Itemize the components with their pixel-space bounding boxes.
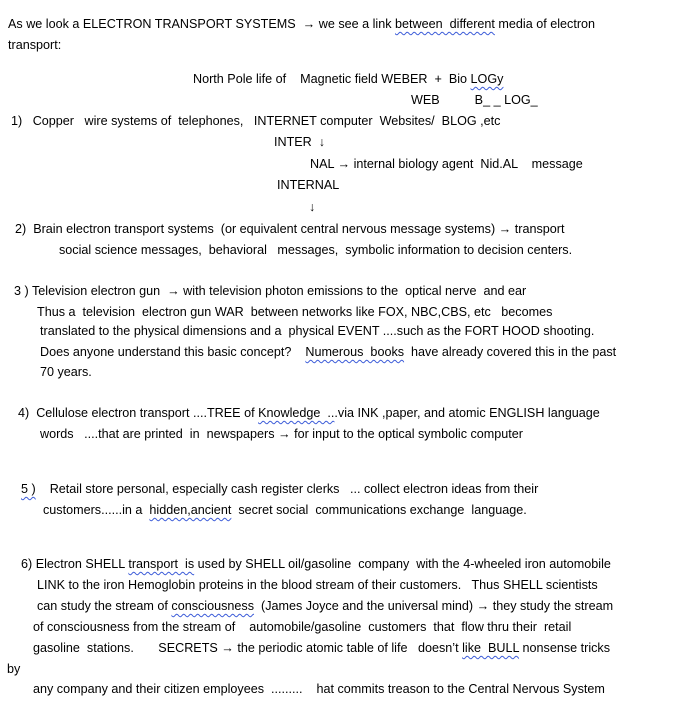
line-text: 70 years. xyxy=(40,365,92,379)
line-text: translated to the physical dimensions and a physical EVENT ....such as the FORT HOOD shooting. xyxy=(40,324,595,338)
spellcheck-text: Numerous books xyxy=(305,345,405,359)
text-line xyxy=(14,283,526,299)
line-text: 6) Electron SHELL xyxy=(21,557,129,571)
line-text: secret social communications exchange language. xyxy=(231,503,527,517)
line-text: 3 ) Television electron gun → with television photon emissions to the optical nerve and ear xyxy=(14,284,527,298)
line-text: 1) Copper wire systems of telephones, INTERNET computer Websites/ BLOG ,etc xyxy=(11,114,501,128)
line-text: gasoline stations. SECRETS → the periodic atomic table of life doesn’t xyxy=(33,641,463,655)
text-line xyxy=(40,344,616,360)
text-line xyxy=(59,242,572,258)
text-line xyxy=(40,364,92,380)
line-text: WEB B_ _ LOG_ xyxy=(411,93,538,107)
text-line xyxy=(15,221,564,237)
text-line xyxy=(21,556,611,572)
text-line xyxy=(8,16,595,32)
line-text: Thus a television electron gun WAR between networks like FOX, NBC,CBS, etc becomes xyxy=(37,305,553,319)
text-line xyxy=(11,113,500,129)
text-line xyxy=(37,598,613,614)
spellcheck-text: hidden,ancient xyxy=(149,503,232,517)
line-text: words ....that are printed in newspapers → for input to the optical symbolic computer xyxy=(40,427,523,441)
text-line xyxy=(40,323,594,339)
text-line xyxy=(7,661,20,677)
text-line xyxy=(309,199,315,215)
text-line xyxy=(18,405,600,421)
text-line xyxy=(37,304,552,320)
line-text: transport: xyxy=(8,38,62,52)
line-text: social science messages, behavioral messages, symbolic information to decision centers. xyxy=(59,243,573,257)
line-text: ↓ xyxy=(309,200,316,214)
line-text: As we look a ELECTRON TRANSPORT SYSTEMS → we see a link xyxy=(8,17,396,31)
text-line xyxy=(277,177,339,193)
spellcheck-text: consciousness xyxy=(171,599,255,613)
line-text: by xyxy=(7,662,21,676)
spellcheck-text: 5 ) xyxy=(21,482,36,496)
line-text: of consciousness from the stream of automobile/gasoline customers that flow thru their retail xyxy=(33,620,572,634)
line-text: (James Joyce and the universal mind) → they study the stream xyxy=(254,599,614,613)
text-line xyxy=(8,37,61,53)
spellcheck-text: transport is xyxy=(128,557,195,571)
line-text: can study the stream of xyxy=(37,599,172,613)
text-line xyxy=(33,681,605,697)
line-text: nonsense tricks xyxy=(519,641,611,655)
text-line xyxy=(43,502,527,518)
line-text: INTER ↓ xyxy=(274,135,326,149)
text-line xyxy=(411,92,538,108)
line-text: NAL → internal biology agent Nid.AL message xyxy=(310,157,583,171)
line-text: INTERNAL xyxy=(277,178,340,192)
line-text: 2) Brain electron transport systems (or equivalent central nervous message systems) → transport xyxy=(15,222,565,236)
text-line xyxy=(37,577,598,593)
spellcheck-text: like BULL xyxy=(462,641,520,655)
line-text: any company and their citizen employees ......... hat commits treason to the Central Nervous System xyxy=(33,682,605,696)
text-line xyxy=(33,619,571,635)
text-line xyxy=(310,156,583,172)
text-line xyxy=(40,426,523,442)
line-text: .via INK ,paper, and atomic ENGLISH language xyxy=(334,406,600,420)
line-text: North Pole life of Magnetic field WEBER + Bio xyxy=(193,72,471,86)
line-text: have already covered this in the past xyxy=(404,345,617,359)
spellcheck-text: LOGy xyxy=(470,72,504,86)
line-text: LINK to the iron Hemoglobin proteins in the blood stream of their customers. Thus SHELL scientists xyxy=(37,578,598,592)
text-line xyxy=(274,134,325,150)
line-text: Does anyone understand this basic concept? xyxy=(40,345,306,359)
spellcheck-text: Knowledge .. xyxy=(258,406,335,420)
text-line xyxy=(33,640,610,656)
line-text: 4) Cellulose electron transport ....TREE of xyxy=(18,406,259,420)
line-text: used by SHELL oil/gasoline company with the 4-wheeled iron automobile xyxy=(194,557,611,571)
text-line xyxy=(21,481,538,497)
line-text: customers......in a xyxy=(43,503,150,517)
text-line xyxy=(193,71,503,87)
spellcheck-text: between different xyxy=(395,17,495,31)
line-text: media of electron xyxy=(494,17,596,31)
line-text: Retail store personal, especially cash register clerks ... collect electron ideas from their xyxy=(35,482,539,496)
